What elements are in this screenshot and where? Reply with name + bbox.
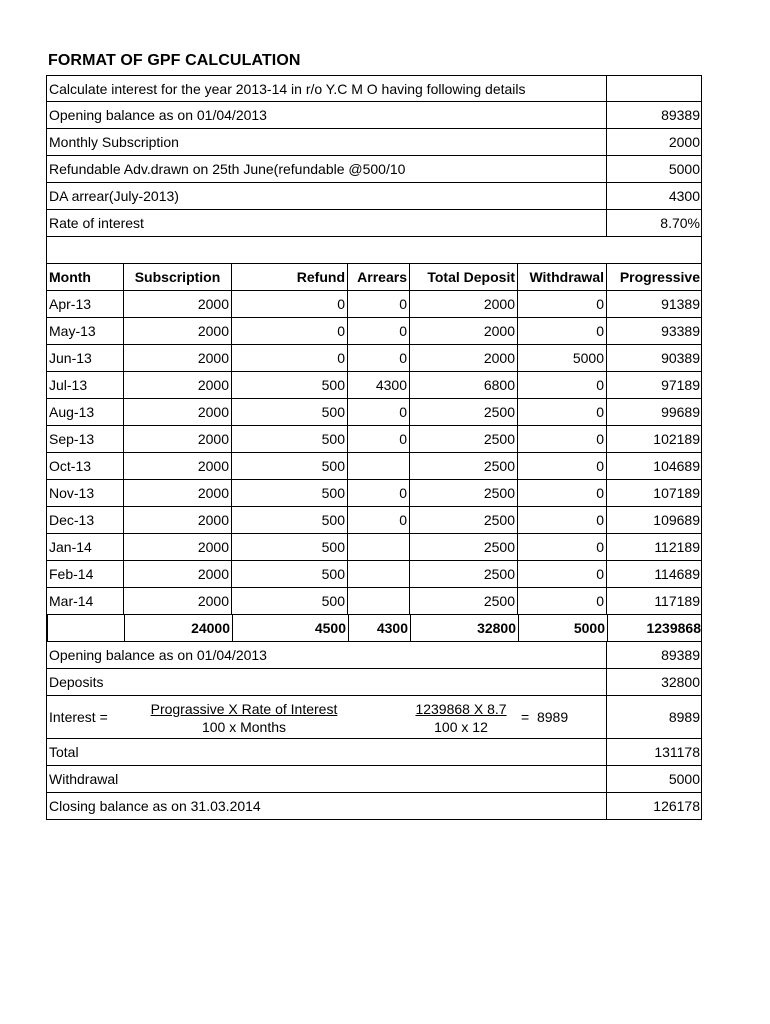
cell-subscription: 2000 <box>123 507 231 533</box>
cell-month: Sep-13 <box>49 431 95 447</box>
details-row <box>46 156 702 183</box>
total-deposit: 32800 <box>410 615 518 641</box>
summary-deposits-row <box>46 669 702 696</box>
cell-arrears: 0 <box>347 345 409 371</box>
summary-label: Closing balance as on 31.03.2014 <box>49 798 261 814</box>
summary-label: Opening balance as on 01/04/2013 <box>49 647 267 663</box>
summary-value: 89389 <box>606 642 702 668</box>
cell-refund: 0 <box>231 318 347 344</box>
cell-withdrawal: 0 <box>517 507 606 533</box>
cell-month: Nov-13 <box>49 485 95 501</box>
summary-value: 126178 <box>606 793 702 819</box>
cell-total-deposit: 6800 <box>409 372 517 398</box>
cell-subscription: 2000 <box>123 345 231 371</box>
cell-arrears: 0 <box>347 507 409 533</box>
table-row <box>46 588 702 615</box>
total-withdrawal: 5000 <box>518 615 607 641</box>
table-row <box>46 534 702 561</box>
details-label: DA arrear(July-2013) <box>49 188 179 204</box>
cell-refund: 500 <box>231 399 347 425</box>
gpf-sheet <box>46 75 702 820</box>
formula-denominator: 100 x Months <box>201 719 287 735</box>
cell-arrears <box>347 453 409 479</box>
totals-label <box>48 615 124 641</box>
summary-value: 32800 <box>606 669 702 695</box>
cell-arrears <box>347 534 409 560</box>
summary-label: Deposits <box>49 674 104 690</box>
summary-label: Withdrawal <box>49 771 119 787</box>
cell-refund: 0 <box>231 345 347 371</box>
calc-result: = 8989 <box>521 709 569 725</box>
cell-refund: 500 <box>231 372 347 398</box>
cell-progressive: 112189 <box>606 534 702 560</box>
summary-interest-row <box>46 696 702 739</box>
page-title: FORMAT OF GPF CALCULATION <box>48 52 301 69</box>
cell-total-deposit: 2500 <box>409 588 517 614</box>
summary-label: Total <box>49 744 79 760</box>
details-value: 89389 <box>606 102 702 128</box>
cell-refund: 500 <box>231 534 347 560</box>
cell-month: Dec-13 <box>49 512 95 528</box>
cell-progressive: 91389 <box>606 291 702 317</box>
table-row <box>46 372 702 399</box>
cell-arrears: 0 <box>347 318 409 344</box>
cell-month: May-13 <box>49 323 96 339</box>
cell-progressive: 109689 <box>606 507 702 533</box>
interest-label: Interest = <box>49 709 108 725</box>
header-progressive: Progressive <box>606 264 702 290</box>
cell-progressive: 102189 <box>606 426 702 452</box>
cell-total-deposit: 2500 <box>409 507 517 533</box>
cell-month: Jan-14 <box>49 539 92 555</box>
table-row <box>46 345 702 372</box>
cell-month: Mar-14 <box>49 593 94 609</box>
details-row <box>46 129 702 156</box>
interest-calculation <box>409 700 513 736</box>
cell-subscription: 2000 <box>123 588 231 614</box>
cell-total-deposit: 2500 <box>409 561 517 587</box>
cell-progressive: 104689 <box>606 453 702 479</box>
cell-subscription: 2000 <box>123 534 231 560</box>
details-row <box>46 210 702 237</box>
cell-withdrawal: 0 <box>517 399 606 425</box>
cell-arrears: 4300 <box>347 372 409 398</box>
cell-withdrawal: 0 <box>517 291 606 317</box>
summary-closing-row <box>46 793 702 820</box>
cell-withdrawal: 0 <box>517 453 606 479</box>
cell-total-deposit: 2000 <box>409 345 517 371</box>
summary-total-row <box>46 739 702 766</box>
cell-subscription: 2000 <box>123 426 231 452</box>
cell-month: Oct-13 <box>49 458 92 474</box>
details-value: 8.70% <box>606 210 702 236</box>
cell-total-deposit: 2000 <box>409 291 517 317</box>
details-row <box>46 102 702 129</box>
details-row <box>46 183 702 210</box>
table-row <box>46 426 702 453</box>
total-refund: 4500 <box>232 615 348 641</box>
cell-month: Feb-14 <box>49 566 94 582</box>
summary-value: 131178 <box>606 739 702 765</box>
cell-withdrawal: 5000 <box>517 345 606 371</box>
cell-arrears: 0 <box>347 426 409 452</box>
cell-withdrawal: 0 <box>517 318 606 344</box>
cell-month: Apr-13 <box>49 296 92 312</box>
totals-row <box>46 615 702 642</box>
cell-month: Jul-13 <box>49 377 88 393</box>
cell-withdrawal: 0 <box>517 588 606 614</box>
total-arrears: 4300 <box>348 615 410 641</box>
formula-numerator: Prograssive X Rate of Interest <box>150 701 338 717</box>
table-row <box>46 561 702 588</box>
details-value: 2000 <box>606 129 702 155</box>
header-arrears: Arrears <box>347 264 409 290</box>
cell-withdrawal: 0 <box>517 372 606 398</box>
cell-total-deposit: 2500 <box>409 534 517 560</box>
table-row <box>46 399 702 426</box>
cell-total-deposit: 2500 <box>409 399 517 425</box>
cell-total-deposit: 2500 <box>409 426 517 452</box>
cell-progressive: 99689 <box>606 399 702 425</box>
cell-arrears <box>347 588 409 614</box>
details-value: 4300 <box>606 183 702 209</box>
cell-refund: 0 <box>231 291 347 317</box>
table-row <box>46 507 702 534</box>
calc-numerator: 1239868 X 8.7 <box>415 701 507 717</box>
cell-month: Jun-13 <box>49 350 92 366</box>
details-value: 5000 <box>606 156 702 182</box>
details-label: Refundable Adv.drawn on 25th June(refundable @500/10 <box>49 161 406 177</box>
cell-progressive: 117189 <box>606 588 702 614</box>
cell-withdrawal: 0 <box>517 426 606 452</box>
details-label: Opening balance as on 01/04/2013 <box>49 107 267 123</box>
cell-withdrawal: 0 <box>517 534 606 560</box>
cell-subscription: 2000 <box>123 291 231 317</box>
cell-total-deposit: 2500 <box>409 480 517 506</box>
cell-subscription: 2000 <box>123 480 231 506</box>
cell-refund: 500 <box>231 588 347 614</box>
header-month: Month <box>49 269 91 285</box>
summary-withdrawal-row <box>46 766 702 793</box>
interest-formula <box>139 700 349 736</box>
header-subscription: Subscription <box>123 264 231 290</box>
cell-progressive: 93389 <box>606 318 702 344</box>
cell-subscription: 2000 <box>123 453 231 479</box>
cell-arrears: 0 <box>347 480 409 506</box>
details-intro: Calculate interest for the year 2013-14 in r/o Y.C M O having following details <box>49 80 526 97</box>
total-subscription: 24000 <box>124 615 232 641</box>
table-header-row <box>46 264 702 291</box>
table-row <box>46 453 702 480</box>
cell-refund: 500 <box>231 453 347 479</box>
details-label: Rate of interest <box>49 215 144 231</box>
spacer-row <box>46 237 702 264</box>
cell-total-deposit: 2000 <box>409 318 517 344</box>
calc-denominator: 100 x 12 <box>434 719 488 735</box>
cell-arrears: 0 <box>347 291 409 317</box>
cell-subscription: 2000 <box>123 372 231 398</box>
header-refund: Refund <box>231 264 347 290</box>
cell-subscription: 2000 <box>123 399 231 425</box>
cell-arrears: 0 <box>347 399 409 425</box>
total-progressive: 1239868 <box>607 615 703 641</box>
cell-total-deposit: 2500 <box>409 453 517 479</box>
header-total-deposit: Total Deposit <box>409 264 517 290</box>
summary-opening-row <box>46 642 702 669</box>
table-row <box>46 291 702 318</box>
cell-subscription: 2000 <box>123 561 231 587</box>
header-withdrawal: Withdrawal <box>517 264 606 290</box>
cell-withdrawal: 0 <box>517 480 606 506</box>
details-label: Monthly Subscription <box>49 134 179 150</box>
cell-refund: 500 <box>231 507 347 533</box>
cell-month: Aug-13 <box>49 404 95 420</box>
cell-refund: 500 <box>231 480 347 506</box>
details-intro-value <box>606 76 702 101</box>
table-row <box>46 480 702 507</box>
cell-withdrawal: 0 <box>517 561 606 587</box>
cell-progressive: 114689 <box>606 561 702 587</box>
summary-value: 5000 <box>606 766 702 792</box>
summary-value: 8989 <box>606 696 702 738</box>
cell-subscription: 2000 <box>123 318 231 344</box>
table-row <box>46 318 702 345</box>
cell-progressive: 97189 <box>606 372 702 398</box>
cell-arrears <box>347 561 409 587</box>
details-intro-row <box>46 75 702 102</box>
cell-refund: 500 <box>231 426 347 452</box>
cell-progressive: 107189 <box>606 480 702 506</box>
cell-progressive: 90389 <box>606 345 702 371</box>
cell-refund: 500 <box>231 561 347 587</box>
